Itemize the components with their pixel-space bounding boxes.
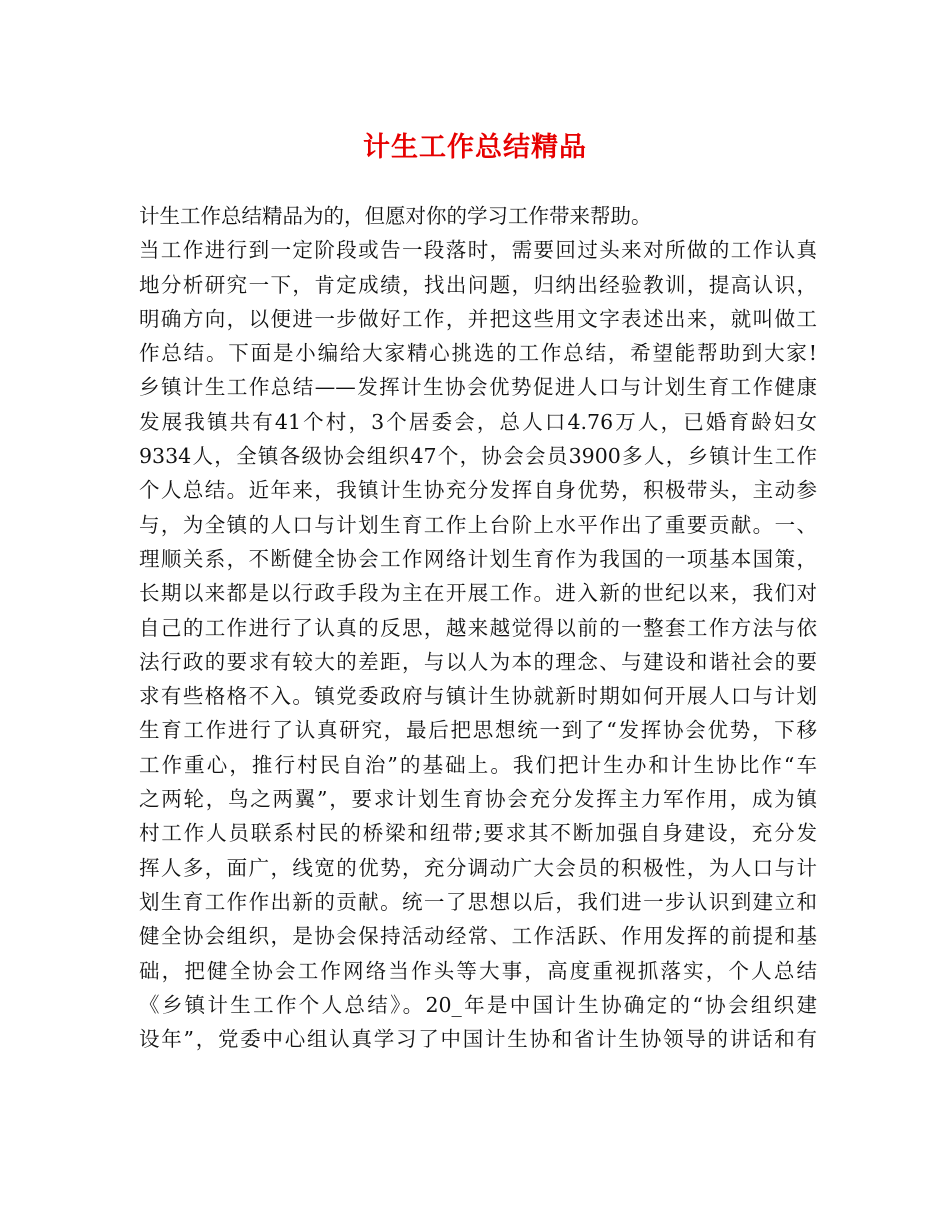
body-line: 健全协会组织，是协会保持活动经常、工作活跃、作用发挥的前提和基 (139, 924, 817, 949)
body-line: 乡镇计生工作总结——发挥计生协会优势促进人口与计划生育工作健康 (139, 375, 817, 400)
body-line: 工作重心，推行村民自治”的基础上。我们把计生办和计生协比作“车 (139, 752, 817, 777)
body-line: 划生育工作作出新的贡献。统一了思想以后，我们进一步认识到建立和 (139, 889, 817, 914)
body-line: 法行政的要求有较大的差距，与以人为本的理念、与建设和谐社会的要 (139, 649, 817, 674)
body-line: 自己的工作进行了认真的反思，越来越觉得以前的一整套工作方法与依 (139, 615, 817, 640)
body-line: 长期以来都是以行政手段为主在开展工作。进入新的世纪以来，我们对 (139, 581, 817, 606)
body-line: 础，把健全协会工作网络当作头等大事，高度重视抓落实，个人总结 (139, 958, 817, 983)
body-line: 求有些格格不入。镇党委政府与镇计生协就新时期如何开展人口与计划 (139, 684, 817, 709)
body-line: 与，为全镇的人口与计划生育工作上台阶上水平作出了重要贡献。一、 (139, 512, 817, 537)
body-line: 明确方向，以便进一步做好工作，并把这些用文字表述出来，就叫做工 (139, 306, 817, 331)
body-line: 作总结。下面是小编给大家精心挑选的工作总结，希望能帮助到大家! (139, 341, 817, 366)
body-line: 当工作进行到一定阶段或告一段落时，需要回过头来对所做的工作认真 (139, 238, 817, 263)
body-line: 之两轮，鸟之两翼”，要求计划生育协会充分发挥主力军作用，成为镇 (139, 787, 817, 812)
body-line: 《乡镇计生工作个人总结》。20_年是中国计生协确定的“协会组织建 (139, 992, 817, 1017)
body-line: 个人总结。近年来，我镇计生协充分发挥自身优势，积极带头，主动参 (139, 478, 817, 503)
body-line: 理顺关系，不断健全协会工作网络计划生育作为我国的一项基本国策， (139, 546, 817, 571)
body-line: 发展我镇共有41个村，3个居委会，总人口4.76万人，已婚育龄妇女 (139, 409, 817, 434)
body-line: 计生工作总结精品为的，但愿对你的学习工作带来帮助。 (139, 204, 652, 228)
body-line: 生育工作进行了认真研究，最后把思想统一到了“发挥协会优势，下移 (139, 718, 817, 743)
body-line: 设年”，党委中心组认真学习了中国计生协和省计生协领导的讲话和有 (139, 1027, 817, 1052)
body-line: 村工作人员联系村民的桥梁和纽带;要求其不断加强自身建设，充分发 (139, 821, 817, 846)
document-body (139, 199, 817, 1056)
document-title: 计生工作总结精品 (363, 132, 587, 163)
body-line: 9334人，全镇各级协会组织47个，协会会员3900多人，乡镇计生工作 (139, 444, 817, 469)
body-line: 挥人多，面广，线宽的优势，充分调动广大会员的积极性，为人口与计 (139, 855, 817, 880)
body-line: 地分析研究一下，肯定成绩，找出问题，归纳出经验教训，提高认识， (139, 272, 817, 297)
